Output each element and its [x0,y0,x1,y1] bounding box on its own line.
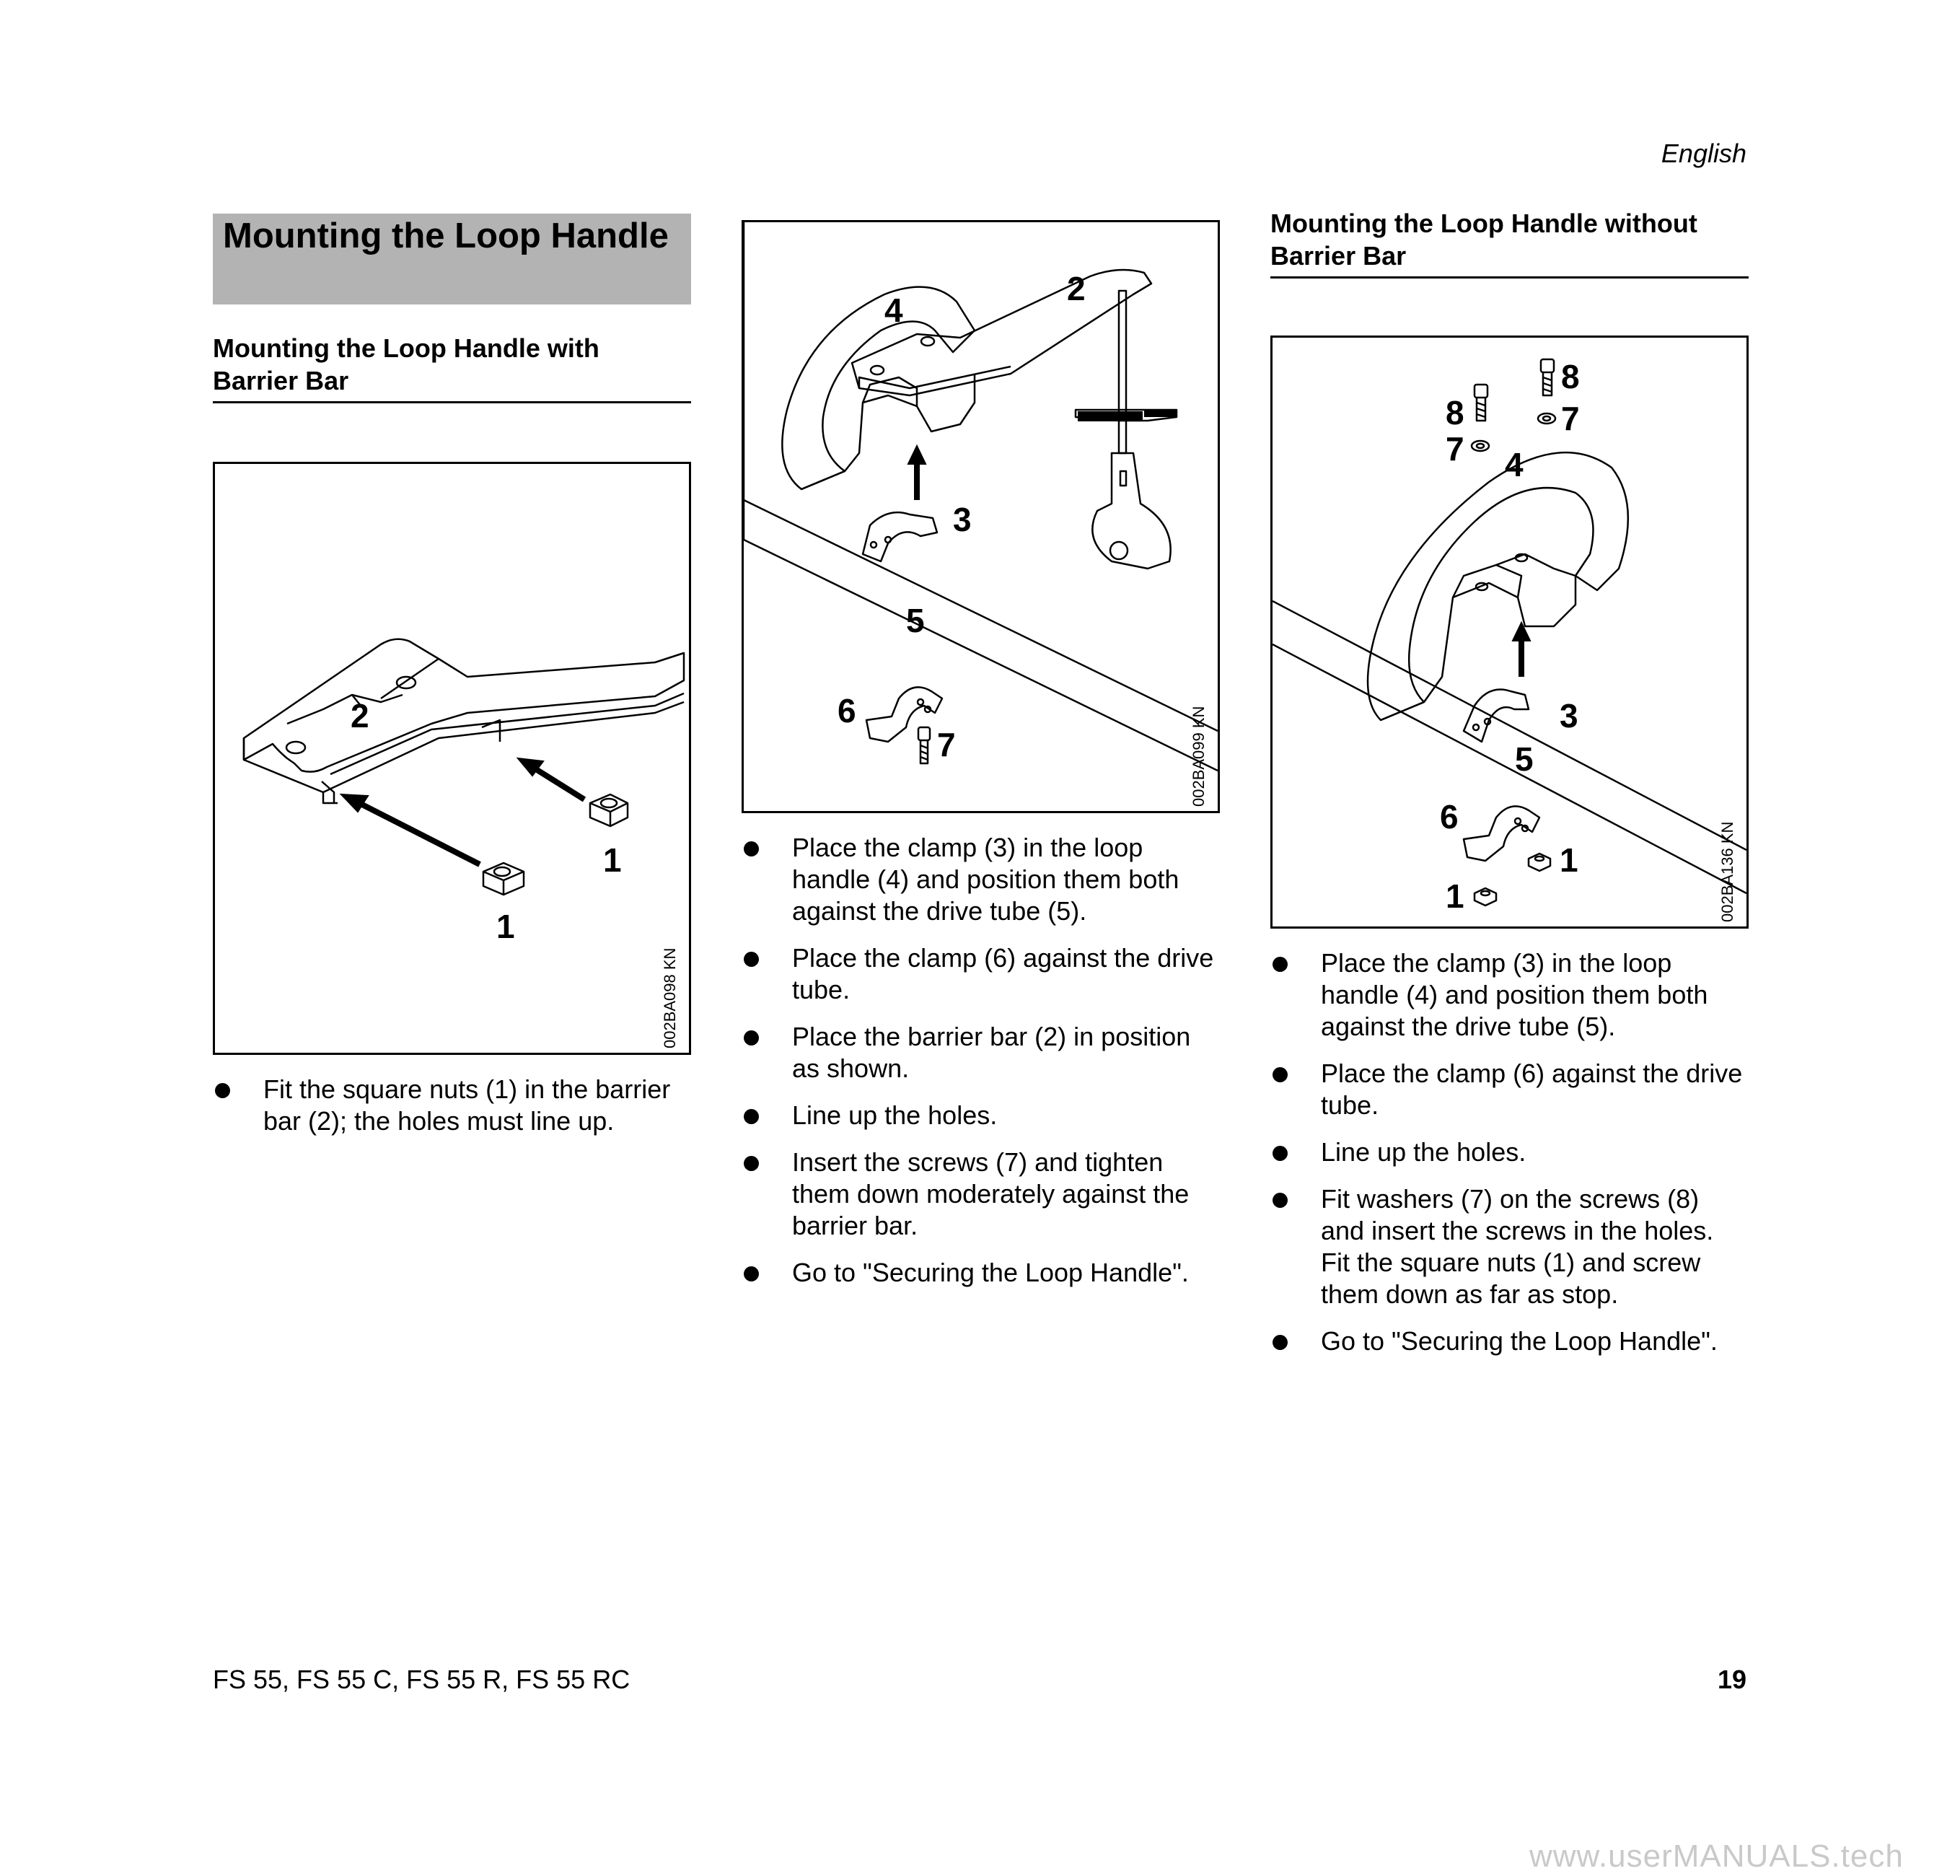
label-screw-left: 8 [1446,394,1464,431]
step-item: Go to "Securing the Loop Handle". [1270,1325,1749,1357]
label-screw: 7 [937,726,956,763]
step-item: Place the barrier bar (2) in position as shown. [742,1021,1220,1084]
step-item: Place the clamp (6) against the drive tube. [742,942,1220,1006]
footer-models: FS 55, FS 55 C, FS 55 R, FS 55 RC [213,1665,630,1694]
label-screw-right: 8 [1561,358,1580,395]
bullet-icon [1273,1146,1288,1161]
bullet-icon [744,841,759,856]
step-item: Line up the holes. [742,1100,1220,1131]
figure-code: 002BA099 KN [1190,706,1208,807]
label-loop-handle: 4 [1505,446,1524,483]
section-title-banner [213,214,691,304]
label-drive-tube: 5 [906,602,925,639]
bullet-icon [1273,1193,1288,1208]
illustration-barrier-bar-nuts [215,464,689,1053]
label-nut-left: 1 [496,908,515,945]
figure-clamps-no-barrier [1270,336,1749,929]
language-label: English [1661,139,1746,168]
bullet-icon [215,1083,230,1098]
subheading-with-barrier: Mounting the Loop Handle with Barrier Bar [213,332,691,403]
step-item: Insert the screws (7) and tighten them down moderately against the barrier bar. [742,1147,1220,1242]
bullet-icon [1273,1067,1288,1082]
label-loop-handle: 4 [884,292,903,329]
section-title: Mounting the Loop Handle [223,216,669,255]
steps-with-barrier-continued [742,832,1220,1304]
label-nut-right: 1 [1560,841,1578,879]
label-clamp-bottom: 6 [838,692,856,729]
label-washer-left: 7 [1446,430,1464,468]
bullet-icon [744,1109,759,1124]
figure-square-nuts [213,462,691,1055]
illustration-loop-handle-no-barrier [1273,338,1746,926]
label-nut-right: 1 [603,841,622,879]
bullet-icon [1273,1335,1288,1350]
watermark-text: www.userMANUALS.tech [1529,1838,1904,1874]
figure-code: 002BA098 KN [661,947,679,1048]
subheading-without-barrier: Mounting the Loop Handle without Barrier Bar [1270,207,1749,279]
figure-clamps-barrier [742,220,1220,813]
bullet-icon [744,1266,759,1281]
bullet-icon [744,1156,759,1171]
label-barrier-bar: 2 [1067,270,1086,307]
label-clamp-bottom: 6 [1440,798,1459,836]
step-item: Fit the square nuts (1) in the barrier bar (2); the holes must line up. [213,1074,691,1137]
figure-code: 002BA136 KN [1718,821,1736,922]
label-washer-right: 7 [1561,400,1580,437]
step-item: Go to "Securing the Loop Handle". [742,1257,1220,1289]
label-clamp-top: 3 [1560,697,1578,735]
label-nut-left: 1 [1446,877,1464,915]
bullet-icon [744,1030,759,1046]
step-item: Line up the holes. [1270,1136,1749,1168]
bullet-icon [1273,957,1288,972]
step-item: Place the clamp (3) in the loop handle (4) and position them both against the drive tube (5). [1270,947,1749,1043]
page-number: 19 [1717,1665,1746,1694]
step-item: Place the clamp (3) in the loop handle (4) and position them both against the drive tube (5). [742,832,1220,927]
label-drive-tube: 5 [1515,740,1534,778]
step-item: Fit washers (7) on the screws (8) and insert the screws in the holes. Fit the square nuts (1) and screw them down as far as stop. [1270,1183,1749,1310]
label-clamp-top: 3 [953,501,972,538]
label-barrier-bar: 2 [351,697,369,735]
illustration-loop-handle-barrier [744,222,1218,811]
steps-with-barrier [213,1074,691,1152]
bullet-icon [744,952,759,967]
step-item: Place the clamp (6) against the drive tube. [1270,1058,1749,1121]
steps-without-barrier [1270,947,1749,1372]
